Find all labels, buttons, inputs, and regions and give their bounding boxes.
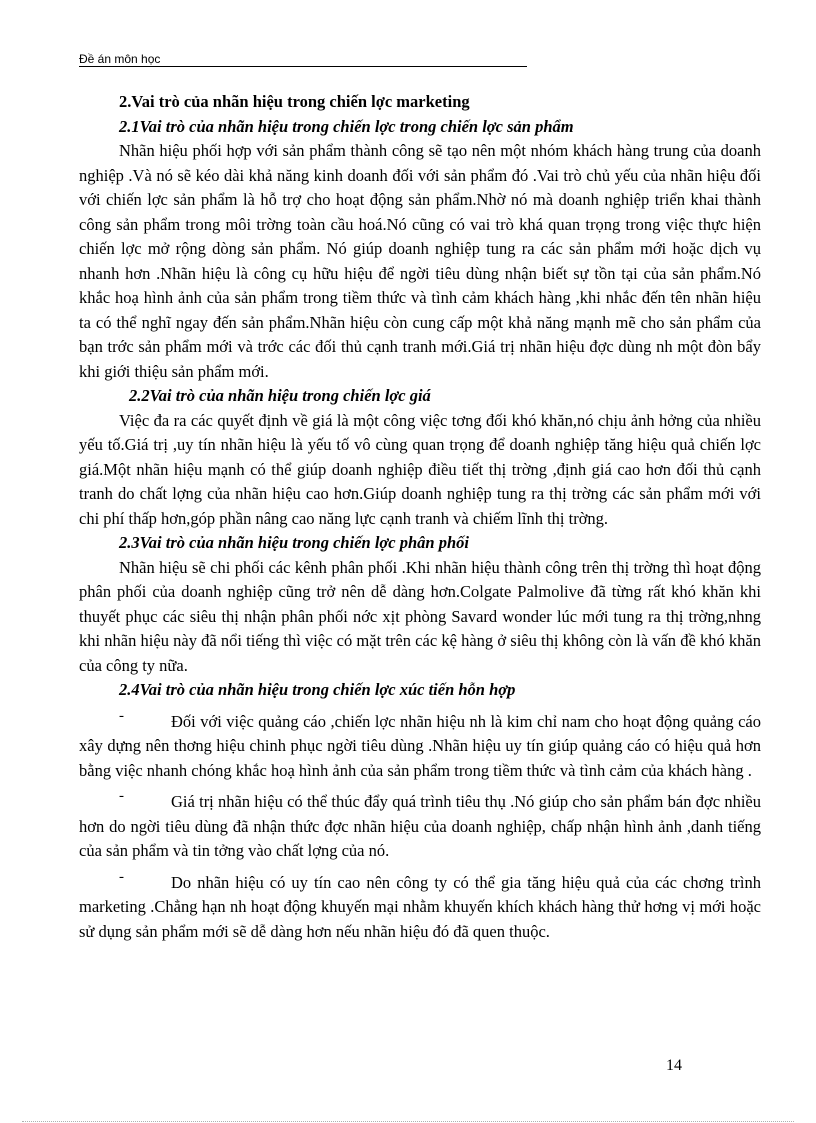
subsection-title-price: 2.2Vai trò của nhãn hiệu trong chiến lợc giá [129,386,431,405]
paragraph-distribution-strategy: Nhãn hiệu sẽ chi phối các kênh phân phối .Khi nhãn hiệu thành công trên thị trờng thì hoạt động phân phối của doanh nghiệp cũng trở nên dễ dàng hơn.Colgate Palmolive đã từng rất khó khăn khi thuyết phục các siêu thị nhận phân phối nớc xịt phòng Savard wonder lúc mới tung ra thị trờng,nhng khi nhãn hiệu này đã nổi tiếng thì việc có mặt trên các kệ hàng ở siêu thị không còn là vấn đề khó khăn của công ty nữa. [79,557,761,675]
paragraph-price-strategy: Việc đa ra các quyết định về giá là một công việc tơng đối khó khăn,nó chịu ảnh hởng của nhiều yếu tố.Giá trị ,uy tín nhãn hiệu là yếu tố vô cùng quan trọng để doanh nghiệp tăng hiệu quả chiến lợc giá.Một nhãn hiệu mạnh có thể giúp doanh nghiệp điều tiết thị trờng ,định giá cao hơn đối thủ cạnh tranh do chất lợng của nhãn hiệu cao hơn.Giúp doanh nghiệp tung ra thị trờng các sản phẩm mới với chi phí thấp hơn,góp phần nâng cao năng lực cạnh tranh và chiếm lĩnh thị trờng. [79,410,761,528]
bullet-item-marketing-programs [79,868,761,945]
document-body [79,90,761,944]
bullet-marker: - [119,788,124,804]
subsection-title-distribution: 2.3Vai trò của nhãn hiệu trong chiến lợc phân phối [119,533,469,552]
bullet-text: Do nhãn hiệu có uy tín cao nên công ty có thể gia tăng hiệu quả của các chơng trình marketing .Chẳng hạn nh hoạt động khuyến mại nhằm khuyến khích khách hàng thử hơng vị mới hoặc sử dụng sản phẩm mới sẽ dễ dàng hơn nếu nhãn hiệu đó đã quen thuộc. [79,872,761,941]
subsection-title-product: 2.1Vai trò của nhãn hiệu trong chiến lợc trong chiến lợc sản phẩm [119,116,574,136]
bullet-item-advertising [79,707,761,784]
page-bottom-border [22,1121,794,1122]
subsection-title-promotion: 2.4Vai trò của nhãn hiệu trong chiến lợc xúc tiến hỗn hợp [119,680,516,699]
bullet-text: Giá trị nhãn hiệu có thể thúc đẩy quá trình tiêu thụ .Nó giúp cho sản phẩm bán đợc nhiều hơn do ngời tiêu dùng đã nhận thức đợc nhãn hiệu của doanh nghiệp, chấp nhận hình ảnh ,danh tiếng của sản phẩm và tin tởng vào chất lợng của nó. [79,792,761,860]
paragraph-product-strategy: Nhãn hiệu phối hợp với sản phẩm thành công sẽ tạo nên một nhóm khách hàng trung của doanh nghiệp .Và nó sẽ kéo dài khả năng kinh doanh đối với sản phẩm đó .Vai trò chủ yếu của nhãn hiệu đối với chiến lợc sản phẩm là hỗ trợ cho hoạt động sản phẩm.Nhờ nó mà doanh nghiệp triển khai thành công sản phẩm trong môi trờng toàn cầu hoá.Nó cũng có vai trò khá quan trọng trong việc thực hiện chiến lợc mở rộng dòng sản phẩm. Nó giúp doanh nghiệp tung ra các sản phẩm mới hoặc dịch vụ nhanh hơn .Nhãn hiệu là công cụ hữu hiệu để ngời tiêu dùng nhận biết sự tồn tại của sản phẩm.Nó khắc hoạ hình ảnh của sản phẩm trong tiềm thức và tình cảm khách hàng ,khi nhắc đến tên nhãn hiệu ta có thể nghĩ ngay đến sản phẩm.Nhãn hiệu còn cung cấp một khả năng mạnh mẽ cho sản phẩm của bạn trớc sản phẩm mới và trớc các đối thủ cạnh tranh mới.Giá trị nhãn hiệu đợc dùng nh một đòn bẩy khi giới thiệu sản phẩm mới. [79,141,761,381]
page-header: Đề án môn học [79,52,527,67]
bullet-item-sales [79,790,761,864]
bullet-text: Đối với việc quảng cáo ,chiến lợc nhãn hiệu nh là kim chỉ nam cho hoạt động quảng cáo xây dựng nên thơng hiệu chinh phục ngời tiêu dùng .Nhãn hiệu uy tín giúp quảng cáo có hiệu quả hơn bằng việc nhanh chóng khắc hoạ hình ảnh của sản phẩm trong tiềm thức và tình cảm của khách hàng . [79,711,761,780]
bullet-marker: - [119,707,124,724]
section-title: 2.Vai trò của nhãn hiệu trong chiến lợc marketing [119,92,470,111]
bullet-marker: - [119,868,124,885]
page-number: 14 [666,1057,682,1074]
